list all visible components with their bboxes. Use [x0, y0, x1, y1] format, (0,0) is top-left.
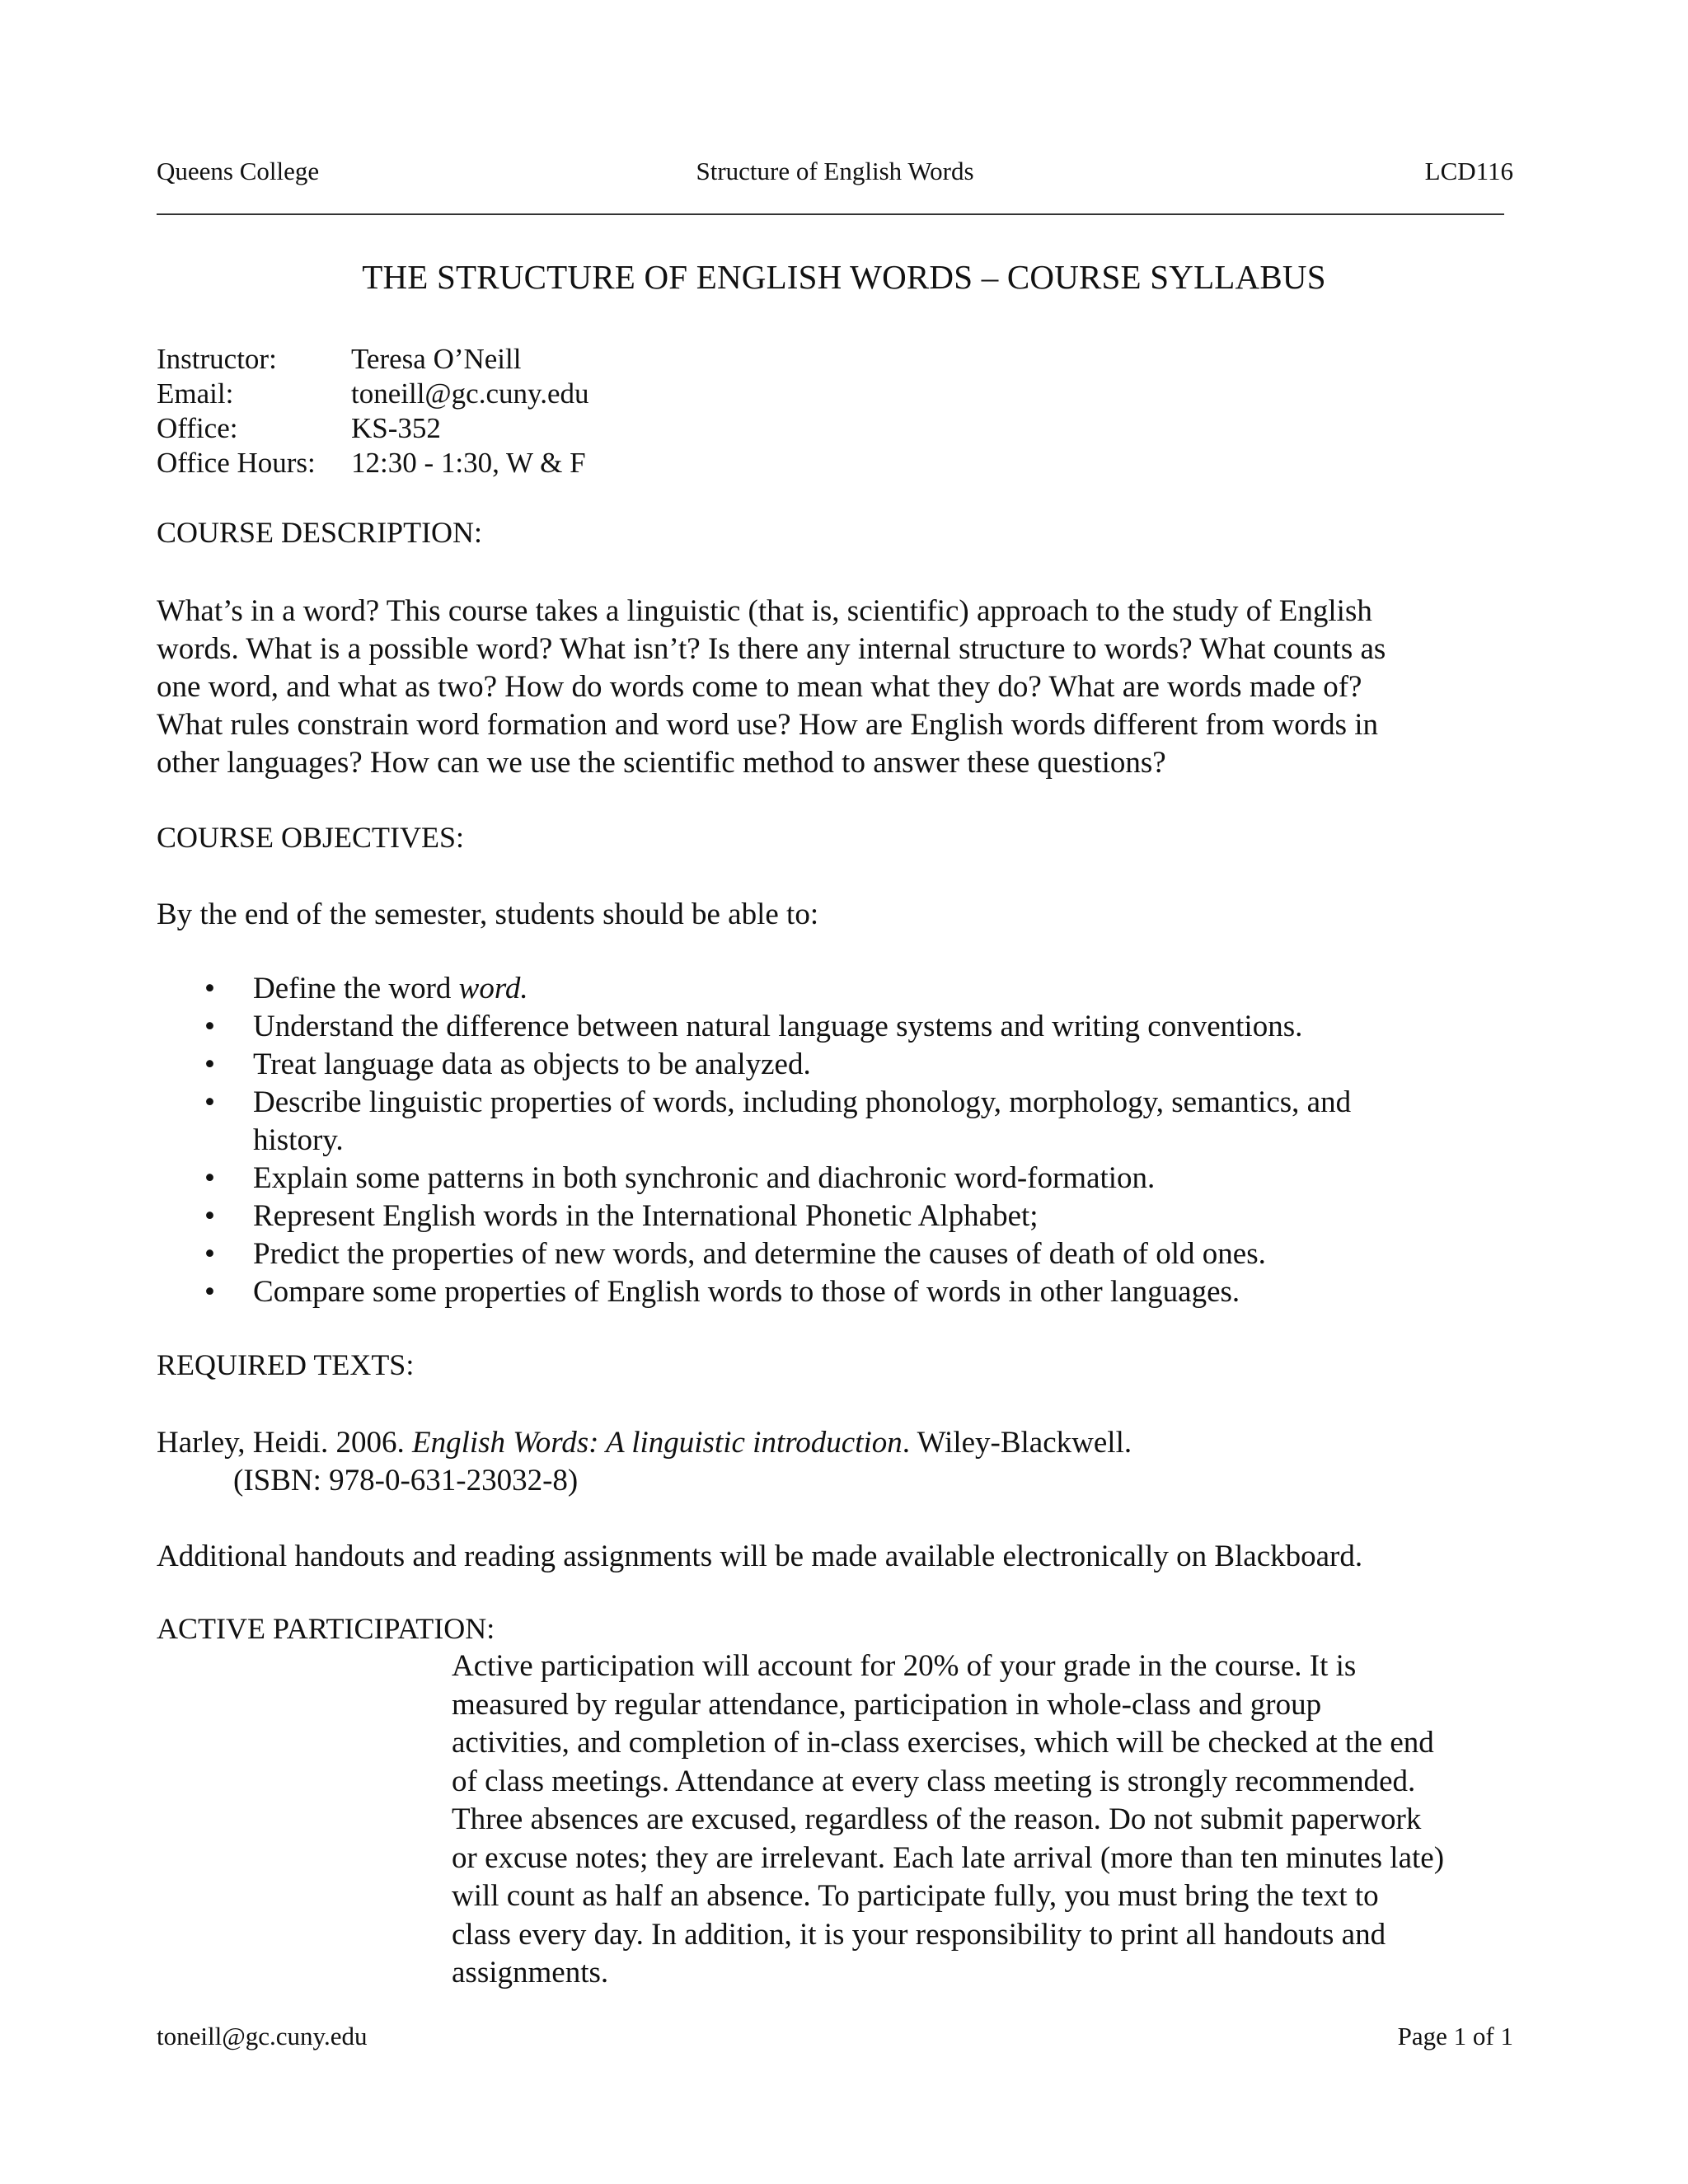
text-line: words. What is a possible word? What isn’t? Is there any internal structure to words? What counts as [157, 632, 1386, 666]
info-label: Instructor: [157, 343, 277, 375]
bullet-icon: • [204, 1010, 215, 1043]
course-objectives-intro: By the end of the semester, students should be able to: [157, 898, 819, 931]
list-item: • Represent English words in the International Phonetic Alphabet; [0, 1197, 1351, 1235]
list-item: • Compare some properties of English words to those of words in other languages. [0, 1273, 1351, 1311]
list-item: • Predict the properties of new words, and determine the causes of death of old ones. [0, 1235, 1351, 1273]
header-course-code: LCD116 [1424, 157, 1513, 185]
list-item: • Treat language data as objects to be analyzed. [0, 1046, 1351, 1084]
bullet-icon: • [204, 1047, 215, 1081]
list-item: • Explain some patterns in both synchronic and diachronic word-formation. [0, 1160, 1351, 1197]
text-line: other languages? How can we use the scientific method to answer these questions? [157, 746, 1166, 780]
text-line: one word, and what as two? How do words come to mean what they do? What are words made of? [157, 670, 1362, 704]
running-header [157, 157, 1513, 190]
list-item: • Understand the difference between natural language systems and writing conventions. [0, 1008, 1351, 1046]
header-institution: Queens College [157, 157, 320, 185]
bullet-icon: • [204, 1275, 215, 1309]
bullet-icon: • [204, 1161, 215, 1195]
info-label: Office: [157, 412, 238, 444]
bullet-icon: • [204, 972, 215, 1005]
text-line: assignments. [452, 1956, 609, 1990]
text-line: measured by regular attendance, participation in whole-class and group [452, 1687, 1322, 1722]
bullet-icon: • [204, 1085, 215, 1119]
book-title: English Words: A linguistic introduction [411, 1426, 903, 1460]
textbook-citation [157, 1424, 1132, 1500]
required-texts-heading: REQUIRED TEXTS: [157, 1348, 415, 1381]
info-label: Office Hours: [157, 447, 316, 479]
info-value: Teresa O’Neill [351, 343, 522, 375]
footer-email: toneill@gc.cuny.edu [157, 2022, 368, 2050]
page-number: Page 1 of 1 [1397, 2022, 1513, 2050]
info-row-office [157, 411, 589, 446]
active-participation-heading: ACTIVE PARTICIPATION: [157, 1612, 495, 1645]
text-line: activities, and completion of in-class exercises, which will be checked at the end [452, 1726, 1434, 1760]
info-value: KS-352 [351, 412, 441, 444]
active-participation-text [452, 1647, 1444, 1993]
page-title: THE STRUCTURE OF ENGLISH WORDS – COURSE SYLLABUS [362, 258, 1326, 296]
text-line: What rules constrain word formation and word use? How are English words different from words in [157, 708, 1379, 742]
objectives-list [0, 970, 1351, 1311]
info-row-email [157, 377, 589, 411]
info-row-instructor [157, 342, 589, 377]
info-label: Email: [157, 377, 234, 410]
handouts-note: Additional handouts and reading assignments will be made available electronically on Blackboard. [157, 1540, 1363, 1573]
info-value: 12:30 - 1:30, W & F [351, 447, 586, 479]
info-value: toneill@gc.cuny.edu [351, 377, 589, 410]
text-line: What’s in a word? This course takes a linguistic (that is, scientific) approach to the study of English [157, 594, 1372, 628]
course-description-heading: COURSE DESCRIPTION: [157, 516, 483, 549]
text-line: Three absences are excused, regardless of the reason. Do not submit paperwork [452, 1802, 1422, 1836]
bullet-icon: • [204, 1199, 215, 1233]
course-description-text [157, 593, 1386, 782]
text-line: Active participation will account for 20% of your grade in the course. It is [452, 1649, 1357, 1683]
info-row-office-hours [157, 446, 589, 480]
instructor-info [157, 342, 589, 480]
text-line: of class meetings. Attendance at every class meeting is strongly recommended. [452, 1764, 1416, 1798]
header-course-name: Structure of English Words [696, 157, 974, 185]
text-line: will count as half an absence. To participate fully, you must bring the text to [452, 1879, 1379, 1913]
list-item: • Describe linguistic properties of words, including phonology, morphology, semantics, and history. [204, 1085, 1352, 1157]
text-line: or excuse notes; they are irrelevant. Each late arrival (more than ten minutes late) [452, 1840, 1445, 1875]
isbn-line: (ISBN: 978-0-631-23032-8) [233, 1464, 579, 1497]
bullet-icon: • [204, 1237, 215, 1271]
header-divider [157, 213, 1504, 215]
course-objectives-heading: COURSE OBJECTIVES: [157, 821, 465, 854]
text-line: class every day. In addition, it is your responsibility to print all handouts and [452, 1917, 1386, 1952]
citation-line: Harley, Heidi. 2006. English Words: A linguistic introduction. Wiley-Blackwell. [157, 1426, 1132, 1460]
list-item: • Define the word word. [0, 970, 1351, 1008]
